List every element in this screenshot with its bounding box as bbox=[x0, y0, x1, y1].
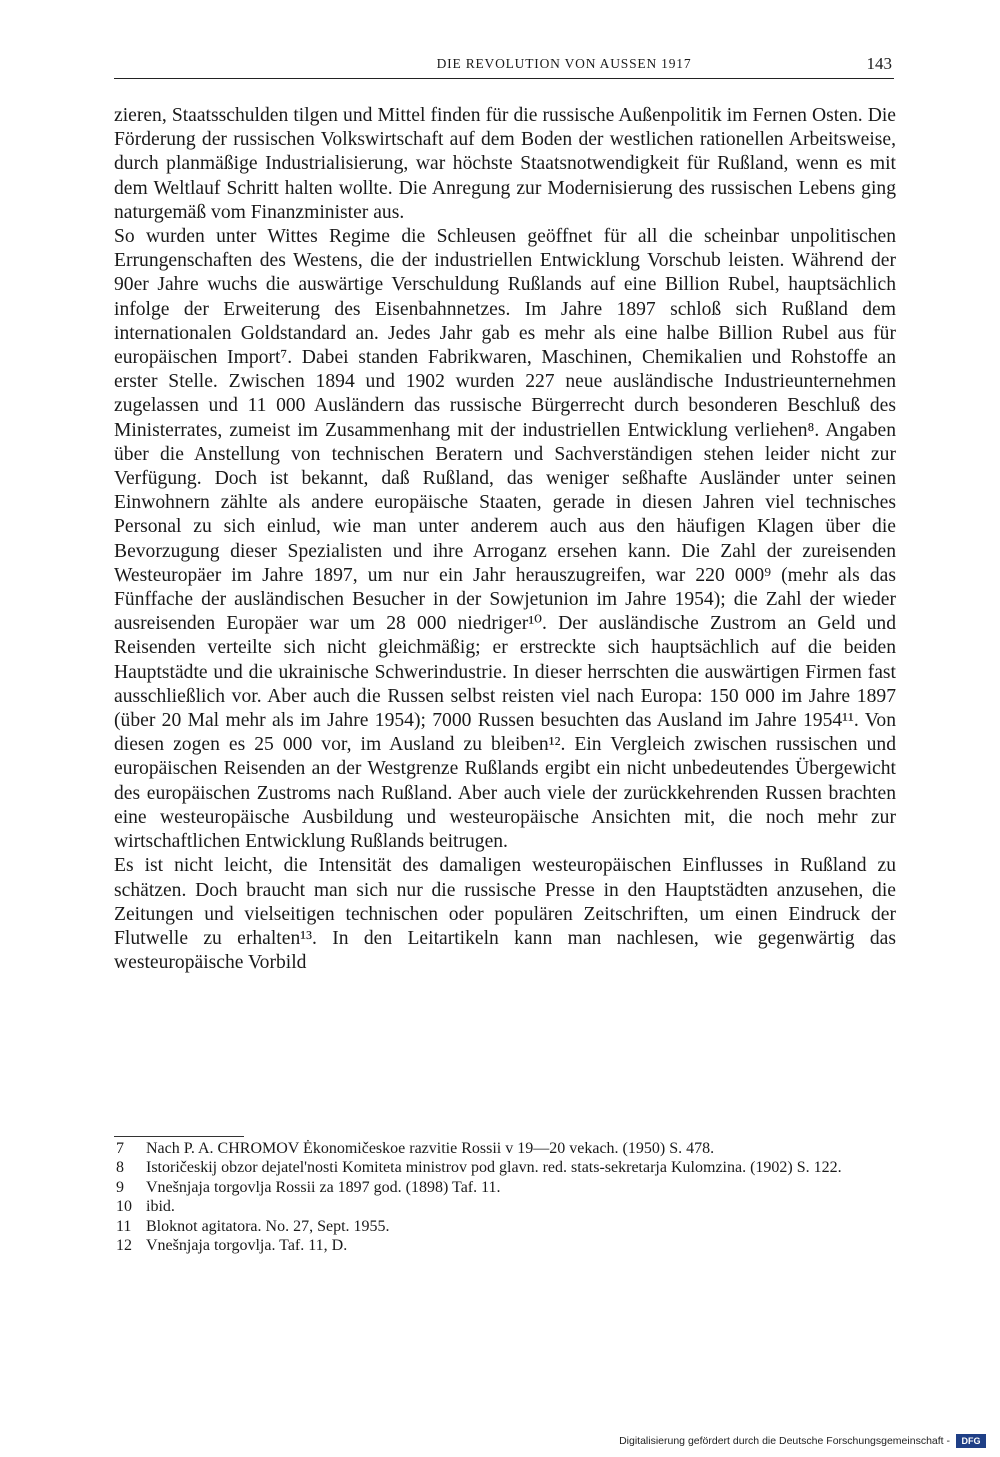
footnote-number: 12 bbox=[116, 1237, 132, 1255]
footnote-number: 8 bbox=[116, 1159, 124, 1177]
digitization-note: Digitalisierung gefördert durch die Deutsche Forschungsgemeinschaft - bbox=[619, 1435, 950, 1447]
paragraph: zieren, Staatsschulden tilgen und Mittel finden für die russische Außenpolitik im Fernen Osten. Die Förderung der russischen Volkswirtschaft auf dem Boden der westlichen rationellen Arbeitsweise, durch planmäßige Industrialisierung, war höchste Staatsnotwendigkeit für Rußland, wenn es mit dem Weltlauf Schritt halten wollte. Die Anregung zur Modernisierung des russischen Lebens ging naturgemäß vom Finanzminister aus. bbox=[114, 105, 896, 223]
footnote-text: ibid. bbox=[146, 1198, 175, 1216]
footnote bbox=[114, 1197, 896, 1216]
running-head bbox=[114, 52, 894, 79]
body-text bbox=[114, 104, 896, 975]
footnote bbox=[114, 1217, 896, 1236]
footnote-text: Vnešnjaja torgovlja. Taf. 11, D. bbox=[146, 1237, 348, 1255]
paragraph: So wurden unter Wittes Regime die Schleusen geöffnet für all die scheinbar unpolitischen Errungenschaften des Westens, die der industriellen Entwicklung Vorschub leisten. Während der 90er Jahre wuchs die auswärtige Verschuldung Rußlands auf eine Billion Rubel, hauptsächlich infolge der Erweiterung des Eisenbahnnetzes. Im Jahre 1897 schloß sich Rußland dem internationalen Goldstandard an. Jedes Jahr gab es mehr als eine halbe Billion Rubel aus für europäischen Import⁷. Dabei standen Fabrikwaren, Maschinen, Chemikalien und Rohstoffe an erster Stelle. Zwischen 1894 und 1902 wurden 227 neue ausländische Industrieunternehmen zugelassen und 11 000 Ausländern das russische Bürgerrecht durch besonderen Beschluß des Ministerrates, zumeist im Zusammenhang mit der industriellen Entwicklung verliehen⁸. Angaben über die Anstellung von technischen Beratern und Sachverständigen stehen leider nicht zur Verfügung. Doch ist bekannt, daß Rußland, das weniger seßhafte Ausländer unter seinen Einwohnern zählte als andere europäische Staaten, gerade in diesen Jahren viel technisches Personal zu sich einlud, wie man unter anderem auch aus den häufigen Klagen über die Bevorzugung dieser Spezialisten und ihre Arroganz ersehen kann. Die Zahl der zureisenden Westeuropäer im Jahre 1897, um nur ein Jahr herauszugreifen, war 220 000⁹ (mehr als das Fünffache der ausländischen Besucher in der Sowjetunion im Jahre 1954); die Zahl der wieder ausreisenden Europäer war um 28 000 niedriger¹⁰. Der ausländische Zustrom an Geld und Reisenden verteilte sich nicht gleichmäßig; er erstreckte sich hauptsächlich auf die beiden Hauptstädte und die ukrainische Schwerindustrie. In dieser herrschten die auswärtigen Firmen fast ausschließlich vor. Aber auch die Russen selbst reisten viel nach Europa: 150 000 im Jahre 1897 (über 20 Mal mehr als im Jahre 1954); 7000 Russen besuchten das Ausland im Jahre 1954¹¹. Von diesen zogen es 25 000 vor, im Ausland zu bleiben¹². Ein Vergleich zwischen russischen und europäischen Reisenden an der Westgrenze Rußlands ergibt ein nicht unbedeutendes Übergewicht des europäischen Zustroms nach Rußland. Aber auch viele der zurückkehrenden Russen brachten eine westeuropäische Ausbildung und westeuropäische Ansichten mit, die noch mehr zur wirtschaftlichen Entwicklung Rußlands beitrugen. bbox=[114, 226, 896, 853]
footnote bbox=[114, 1139, 896, 1158]
footnotes bbox=[114, 1139, 896, 1255]
footnote-rule bbox=[114, 1136, 244, 1137]
dfg-logo: DFG bbox=[956, 1434, 986, 1448]
footnote-number: 10 bbox=[116, 1198, 132, 1216]
footnote bbox=[114, 1178, 896, 1197]
page-number: 143 bbox=[866, 54, 892, 73]
footnote-text: Bloknot agitatora. No. 27, Sept. 1955. bbox=[146, 1217, 390, 1235]
footnote-text: Nach P. A. CHROMOV Ėkonomičeskoe razvitie Rossii v 19—20 vekach. (1950) S. 478. bbox=[146, 1140, 715, 1157]
footnote bbox=[114, 1158, 896, 1177]
footnote-number: 9 bbox=[116, 1178, 124, 1196]
footnote-number: 11 bbox=[116, 1217, 132, 1235]
running-title: DIE REVOLUTION VON AUSSEN 1917 bbox=[436, 56, 692, 71]
footnote-text: Istoričeskij obzor dejatel'nosti Komiteta ministrov pod glavn. red. stats-sekretarja Kulomzina. (1902) S. 122. bbox=[146, 1159, 842, 1177]
footnote-number: 7 bbox=[116, 1140, 124, 1157]
footnote bbox=[114, 1236, 896, 1255]
paragraph: Es ist nicht leicht, die Intensität des damaligen westeuropäischen Einflusses in Rußland zu schätzen. Doch braucht man sich nur die russische Presse in den Hauptstädten anzusehen, die Zeitungen und vielseitigen technischen oder populären Zeitschriften, um einen Eindruck der Flutwelle zu erhalten¹³. In den Leitartikeln kann man nachlesen, wie gegenwärtig das westeuropäische Vorbild bbox=[114, 855, 896, 974]
footnote-text: Vnešnjaja torgovlja Rossii za 1897 god. (1898) Taf. 11. bbox=[146, 1178, 501, 1196]
